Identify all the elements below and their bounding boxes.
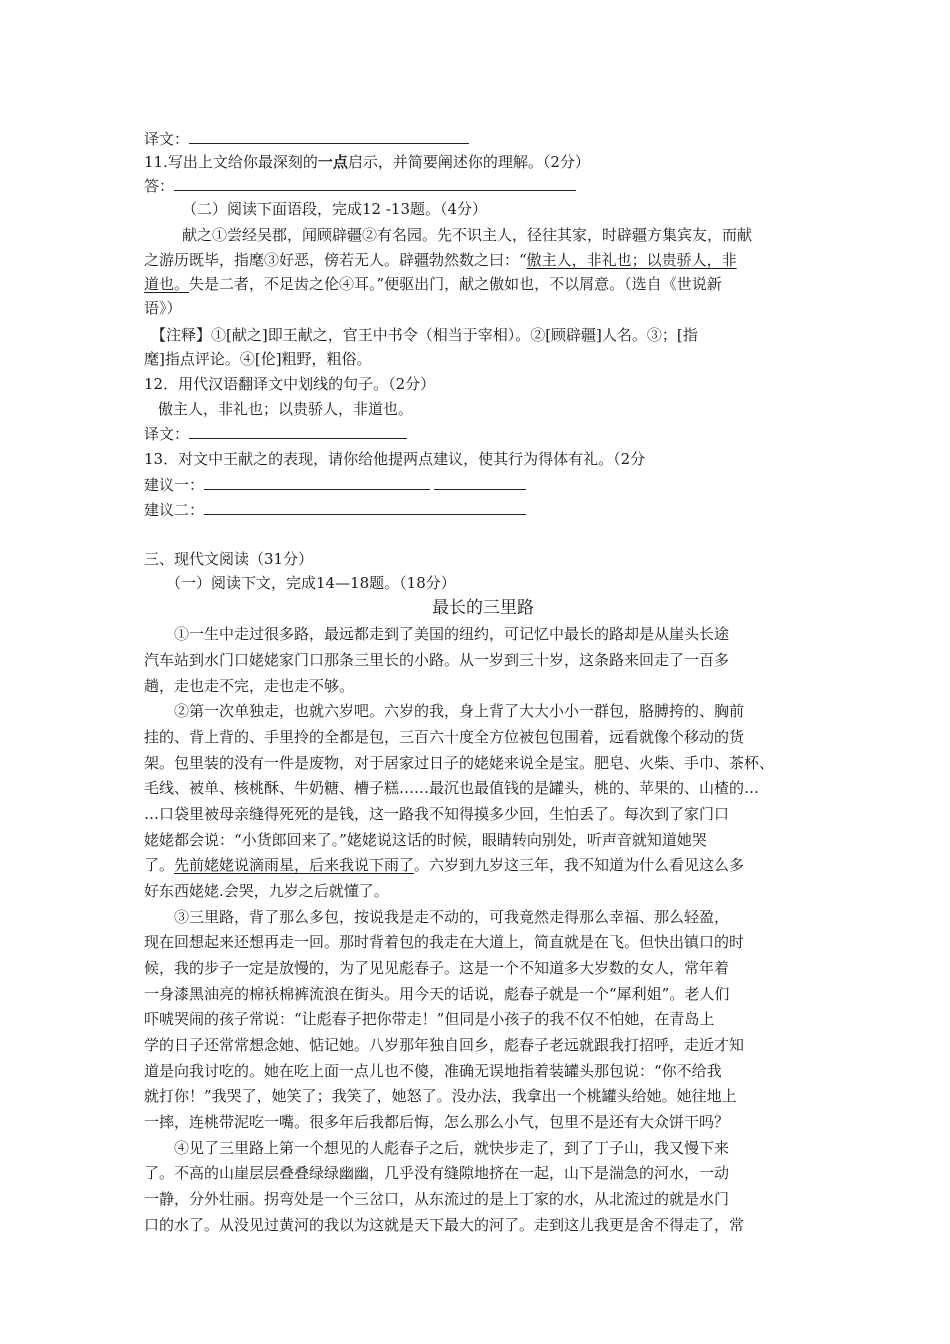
label-translation: 译文： [144, 130, 190, 148]
paragraph-line: 了。先前姥姥说滴雨星，后来我说下雨了。六岁到九岁这三年，我不知道为什么看见这么多 [144, 856, 745, 874]
paragraph-line: ①一生中走过很多路，最远都走到了美国的纽约，可记忆中最长的路却是从崖头长途 [174, 625, 730, 643]
annotation-line: 麾]指点评论。④[伦]粗野，粗俗。 [144, 350, 372, 368]
paragraph-line: ③三里路，背了那么多包，按说我是走不动的，可我竟然走得那么幸福、那么轻盈， [174, 908, 730, 926]
blank-line [434, 475, 526, 490]
paragraph-line: 就打你！”我哭了，她笑了；我笑了，她怒了。没办法，我拿出一个桃罐头给她。她往地上 [144, 1087, 737, 1105]
blank-line [204, 500, 526, 515]
blank-line [189, 129, 469, 144]
section-3-1-heading: （一）阅读下文，完成14—18题。（18分） [166, 574, 456, 592]
paragraph-line: ④见了三里路上第一个想见的人彪春子之后，就快步走了，到了丁子山，我又慢下来 [174, 1139, 730, 1157]
blank-line [204, 475, 430, 490]
annotation-line: 【注释】①[献之]即王献之，官王中书令（相当于宰相）。②[顾辟疆]人名。③；[指 [151, 326, 698, 344]
underlined-sentence: 傲主人，非礼也；以贵骄人，非 [526, 251, 737, 269]
emphasis-text: 一点 [317, 153, 348, 171]
answer-line-11: 答： [144, 175, 576, 197]
paragraph-line: 吓唬哭闹的孩子常说：“让彪春子把你带走！”但同是小孩子的我不仅不怕她，在青岛上 [144, 1010, 715, 1028]
underlined-sentence: 道也。 [144, 275, 190, 293]
paragraph-line: ②第一次单独走，也就六岁吧。六岁的我，身上背了大大小小一群包，胳膊挎的、胸前 [174, 702, 745, 720]
answer-line-12: 译文： [144, 423, 407, 445]
question-12-sentence: 傲主人，非礼也；以贵骄人，非道也。 [158, 400, 414, 418]
paragraph-line: …口袋里被母亲缝得死死的是钱，这一路我不知得摸多少回，生怕丢了。每次到了家门口 [144, 805, 730, 823]
paragraph-line: 好东西姥姥.会哭，九岁之后就懂了。 [144, 882, 389, 900]
classical-text-line: 语》） [144, 299, 182, 317]
classical-text-line: 献之①尝经吴郡，闻顾辟疆②有名园。先不识主人，径往其家，时辟疆方集宾友，而献 [182, 226, 753, 244]
question-13: 13．对文中王献之的表现，请你给他提两点建议，使其行为得体有礼。（2分 [144, 450, 646, 468]
paragraph-line: 道是向我讨吃的。她在吃上面一点儿也不傻，准确无误地指着装罐头那包说：“你不给我 [144, 1062, 722, 1080]
paragraph-line: 了。不高的山崖层层叠叠绿绿幽幽，几乎没有缝隙地挤在一起，山下是湍急的河水，一动 [144, 1164, 730, 1182]
paragraph-line: 学的日子还常常想念她、惦记她。八岁那年独自回乡，彪春子老远就跟我打招呼，走近才知 [144, 1036, 745, 1054]
question-12: 12．用代汉语翻译文中划线的句子。（2分） [144, 375, 436, 393]
paragraph-line: 一静，分外壮丽。拐弯处是一个三岔口，从东流过的是上丁家的水，从北流过的就是水门 [144, 1190, 730, 1208]
paragraph-line: 现在回想起来还想再走一回。那时背着包的我走在大道上，简直就是在飞。但快出镇口的时 [144, 933, 745, 951]
blank-line [189, 424, 407, 439]
paragraph-line: 毛线、被单、核桃酥、牛奶糖、槽子糕……最沉也最值钱的是罐头，桃的、苹果的、山楂的… [144, 779, 760, 797]
question-11: 11.写出上文给你最深刻的一点启示，并简要阐述你的理解。（2分） [144, 153, 590, 171]
blank-line [174, 176, 576, 191]
paragraph-line: 候，我的步子一定是放慢的，为了见见彪春子。这是一个不知道多大岁数的女人，常年着 [144, 959, 730, 977]
classical-text-line: 道也。失是二者，不足齿之伦④耳。”便驱出门，献之傲如也，不以屑意。（选自《世说新 [144, 275, 722, 293]
article-title: 最长的三里路 [432, 598, 534, 618]
paragraph-line: 挂的、背上背的、手里拎的全都是包，三百六十度全方位被包包围着，远看就像个移动的货 [144, 728, 745, 746]
paragraph-line: 一身漆黑油亮的棉袄棉裤流浪在街头。用今天的话说，彪春子就是一个“犀利姐”。老人们 [144, 985, 730, 1003]
paragraph-line: 趟，走也走不完，走也走不够。 [144, 677, 355, 695]
suggestion-1: 建议一： [144, 474, 526, 496]
paragraph-line: 姥姥都会说：“小货郎回来了。”姥姥说这话的时候，眼睛转向别处，听声音就知道她哭 [144, 831, 707, 849]
paragraph-line: 汽车站到水门口姥姥家门口那条三里长的小路。从一岁到三十岁，这条路来回走了一百多 [144, 651, 730, 669]
paragraph-line: 口的水了。从没见过黄河的我以为这就是天下最大的河了。走到这儿我更是舍不得走了，常 [144, 1216, 745, 1234]
answer-line-translation [144, 128, 469, 150]
section-3-heading: 三、现代文阅读（31分） [144, 550, 314, 568]
classical-text-line: 之游历既毕，指麾③好恶，傍若无人。辟疆勃然数之曰：“傲主人，非礼也；以贵骄人，非 [144, 251, 737, 269]
paragraph-line: 一摔，连桃带泥吃一嘴。很多年后我都后悔，怎么那么小气，包里不是还有大众饼干吗？ [144, 1113, 730, 1131]
suggestion-2: 建议二： [144, 499, 526, 521]
section-2-heading: （二）阅读下面语段，完成12 -13题。（4分） [182, 200, 488, 218]
paragraph-line: 架。包里装的没有一件是废物，对于居家过日子的姥姥来说全是宝。肥皂、火柴、手巾、茶杯、 [144, 754, 775, 772]
underlined-sentence: 先前姥姥说滴雨星，后来我说下雨了 [174, 856, 415, 874]
